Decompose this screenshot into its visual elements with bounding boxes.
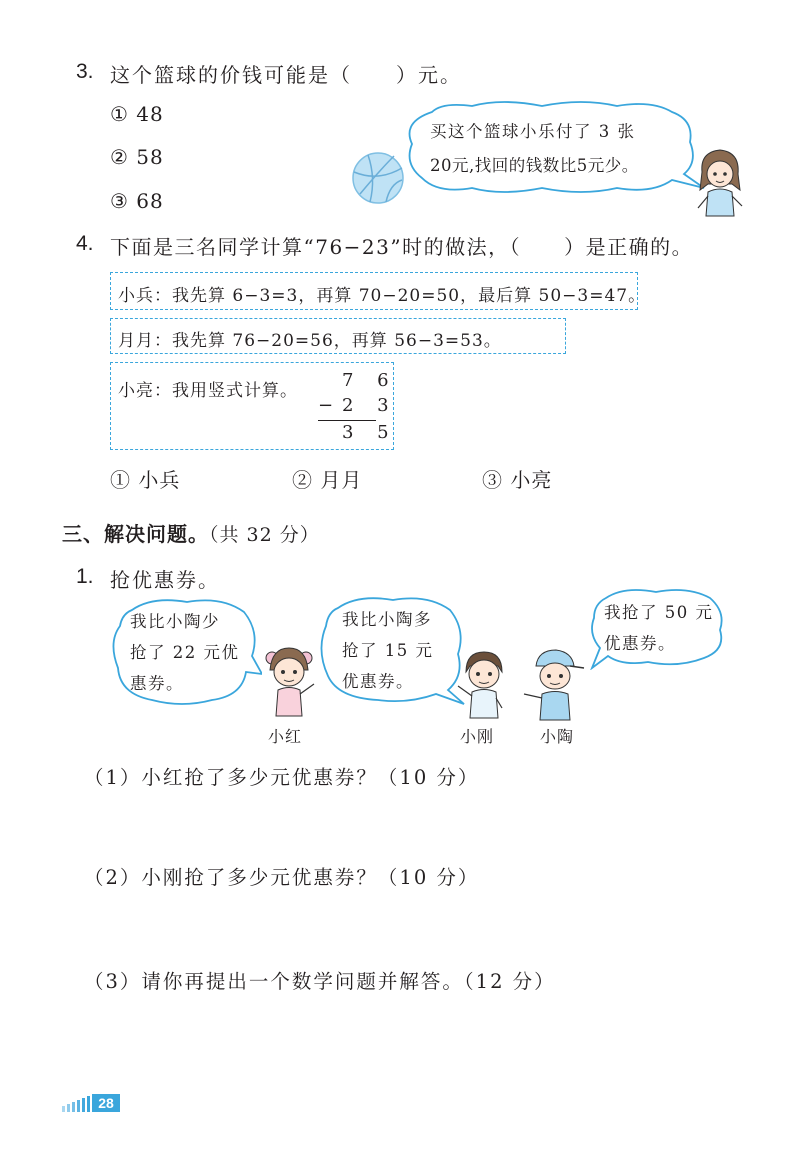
q3-option-1: ① 48 (110, 102, 164, 126)
sub-question-2: （2）小刚抢了多少元优惠券？（10 分） (84, 866, 480, 889)
problem-1-title: 抢优惠券。 (110, 568, 220, 592)
section-3-score: （共 32 分） (209, 524, 320, 546)
vertical-result-number: 3 5 (342, 422, 398, 443)
xiaotao-character-icon (518, 644, 588, 722)
question-4-number: 4. (76, 232, 94, 255)
xiaohong-bubble-line-3: 惠券。 (130, 674, 184, 693)
q3-bubble-line-2: 20元,找回的钱数比5元少。 (430, 156, 639, 175)
section-3-title (62, 518, 320, 547)
xiaogang-bubble-line-3: 优惠券。 (342, 672, 414, 691)
basketball-icon (350, 150, 406, 206)
xiaogang-bubble-line-1: 我比小陶多 (342, 610, 432, 629)
method-xiaobing-text: 小兵：我先算 6−3=3，再算 70−20=50，最后算 50−3=47。 (118, 286, 647, 306)
xiaohong-bubble-line-1: 我比小陶少 (130, 612, 220, 631)
xiaotao-bubble-line-2: 优惠券。 (604, 634, 676, 653)
vertical-minus-sign: − (318, 395, 343, 416)
page-number: 28 (92, 1094, 120, 1112)
vertical-bottom-number: 2 3 (342, 395, 398, 416)
q4-option-3: ③ 小亮 (482, 468, 553, 492)
q4-option-1: ① 小兵 (110, 468, 181, 492)
xiaogang-bubble-line-2: 抢了 15 元 (342, 641, 434, 660)
q3-option-3: ③ 68 (110, 189, 164, 213)
name-xiaohong: 小红 (268, 727, 303, 746)
question-3-number: 3. (76, 60, 94, 83)
girl-character-icon (694, 146, 746, 218)
q3-bubble-line-1: 买这个篮球小乐付了 3 张 (430, 122, 636, 141)
vertical-divider-line (318, 420, 376, 421)
sub-question-1: （1）小红抢了多少元优惠券？（10 分） (84, 766, 480, 789)
sub-question-3: （3）请你再提出一个数学问题并解答。（12 分） (84, 970, 556, 993)
method-xiaoliang-text: 小亮：我用竖式计算。 (118, 381, 298, 401)
q4-option-2: ② 月月 (292, 468, 363, 492)
xiaotao-bubble-line-1: 我抢了 50 元 (604, 603, 714, 622)
xiaohong-bubble-line-2: 抢了 22 元优 (130, 643, 240, 662)
page-number-bars-icon (62, 1094, 92, 1112)
question-4-text: 下面是三名同学计算“76−23”时的做法，（ ）是正确的。 (110, 235, 694, 259)
method-yueyue-text: 月月：我先算 76−20=56，再算 56−3=53。 (118, 331, 502, 351)
vertical-top-number: 7 6 (342, 370, 398, 391)
name-xiaotao: 小陶 (540, 727, 575, 746)
question-3-text: 这个篮球的价钱可能是（ ）元。 (110, 63, 462, 87)
problem-1-number: 1. (76, 565, 94, 588)
xiaogang-character-icon (452, 646, 514, 720)
section-3-heading: 三、解决问题。 (62, 522, 209, 546)
q3-option-2: ② 58 (110, 145, 164, 169)
xiaohong-character-icon (258, 640, 320, 718)
name-xiaogang: 小刚 (460, 727, 495, 746)
